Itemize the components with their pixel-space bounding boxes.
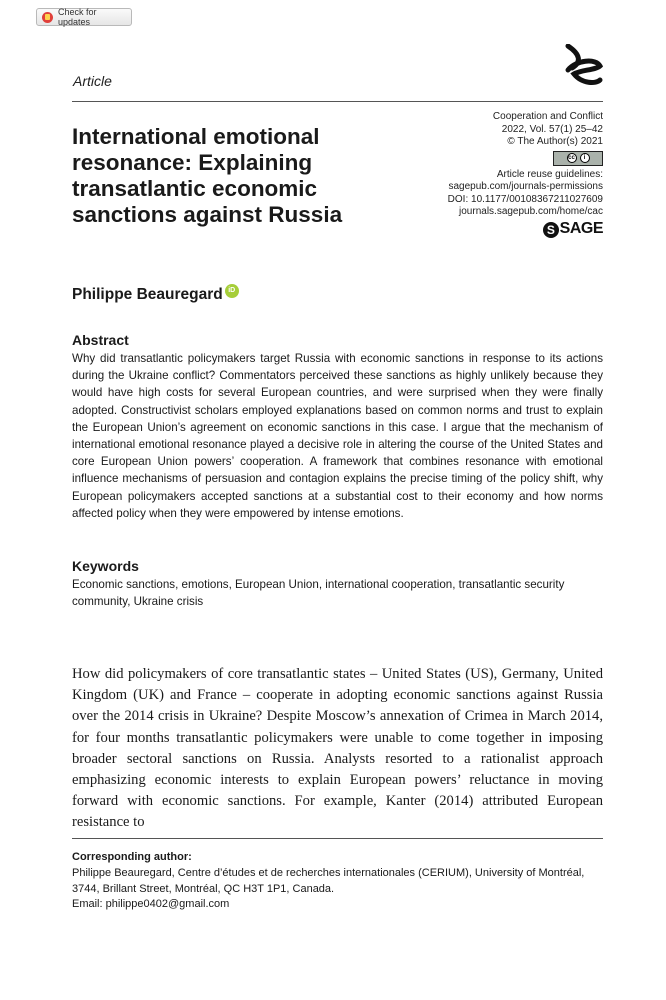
article-title: International emotional resonance: Explaining transatlantic economic sanctions against Russia	[72, 124, 343, 227]
author-affiliation: Philippe Beauregard, Centre d’études et de recherches internationales (CERIUM), University of Montréal, 3744, Brillant Street, Montréal, QC H3T 1P1, Canada.	[72, 866, 585, 895]
article-type-label: Article	[73, 73, 112, 89]
body-paragraph: How did policymakers of core transatlantic states – United States (US), Germany, United Kingdom (UK) and France – cooperate in adopting economic sanctions against Russia over the 2014 crisis in Ukraine? Despite Moscow’s annexation of Crimea in March 2014, for four months transatlantic policymakers were unable to come together in imposing broader sectoral sanctions on Russia. Analysts resorted to a rationalist approach emphasizing economic interests to explain European powers’ reluctance in moving forward with economic sanctions. For example, Kanter (2014) attributed European resistance to	[72, 666, 603, 831]
footnote-rule	[72, 838, 603, 839]
abstract-heading: Abstract	[72, 332, 129, 348]
publication-metadata	[420, 111, 603, 238]
publisher-name: SAGE	[559, 220, 603, 238]
sage-s-icon: S	[543, 222, 559, 238]
reuse-label: Article reuse guidelines:	[496, 168, 603, 180]
cc-by-license-badge[interactable]: cc i	[553, 151, 603, 166]
check-for-updates-button[interactable]	[36, 8, 132, 26]
author-email[interactable]: Email: philippe0402@gmail.com	[72, 898, 230, 911]
doi-link[interactable]: DOI: 10.1177/00108367211027609	[447, 193, 603, 205]
keywords-heading: Keywords	[72, 558, 139, 574]
author-line	[72, 286, 239, 304]
volume-info: 2022, Vol. 57(1) 25–42	[501, 123, 603, 135]
crossmark-icon	[42, 12, 53, 23]
copyright-notice: © The Author(s) 2021	[507, 136, 603, 147]
sage-journal-logo-icon	[562, 44, 604, 90]
abstract-text: Why did transatlantic policymakers target Russia with economic sanctions in response to its actions during the Ukraine conflict? Commentators perceived these sanctions as highly unlikely because they would have high costs for several European countries, and were surprised when they were finally adopted. Constructivist scholars employed explanations based on common norms and trust to explain the European Union’s agreement on economic sanctions in this case. I argue that the mechanism of international emotional resonance played a decisive role in altering the course of the United States and core European Union powers’ cooperation. A framework that combines resonance with emotional influence mechanisms of persuasion and contagion explains the precise timing of the policy shift, why European policymakers accepted sanctions at a substantial cost to their economy and how norms affected policy when they were empowered by intense emotions.	[72, 352, 603, 520]
sage-publisher-logo	[543, 222, 603, 238]
header-rule	[72, 101, 603, 102]
journal-name: Cooperation and Conflict	[492, 111, 603, 122]
orcid-icon[interactable]: iD	[225, 284, 239, 298]
journal-homepage-link[interactable]: journals.sagepub.com/home/cac	[459, 206, 603, 217]
author-name: Philippe Beauregard	[72, 286, 223, 303]
corresponding-author-label: Corresponding author:	[72, 851, 192, 863]
corresponding-author-footnote	[72, 850, 603, 913]
keywords-text: Economic sanctions, emotions, European Union, international cooperation, transatlantic security community, Ukraine crisis	[72, 578, 565, 609]
check-for-updates-label: Check for updates	[58, 7, 97, 27]
reuse-link[interactable]: sagepub.com/journals-permissions	[448, 181, 603, 192]
